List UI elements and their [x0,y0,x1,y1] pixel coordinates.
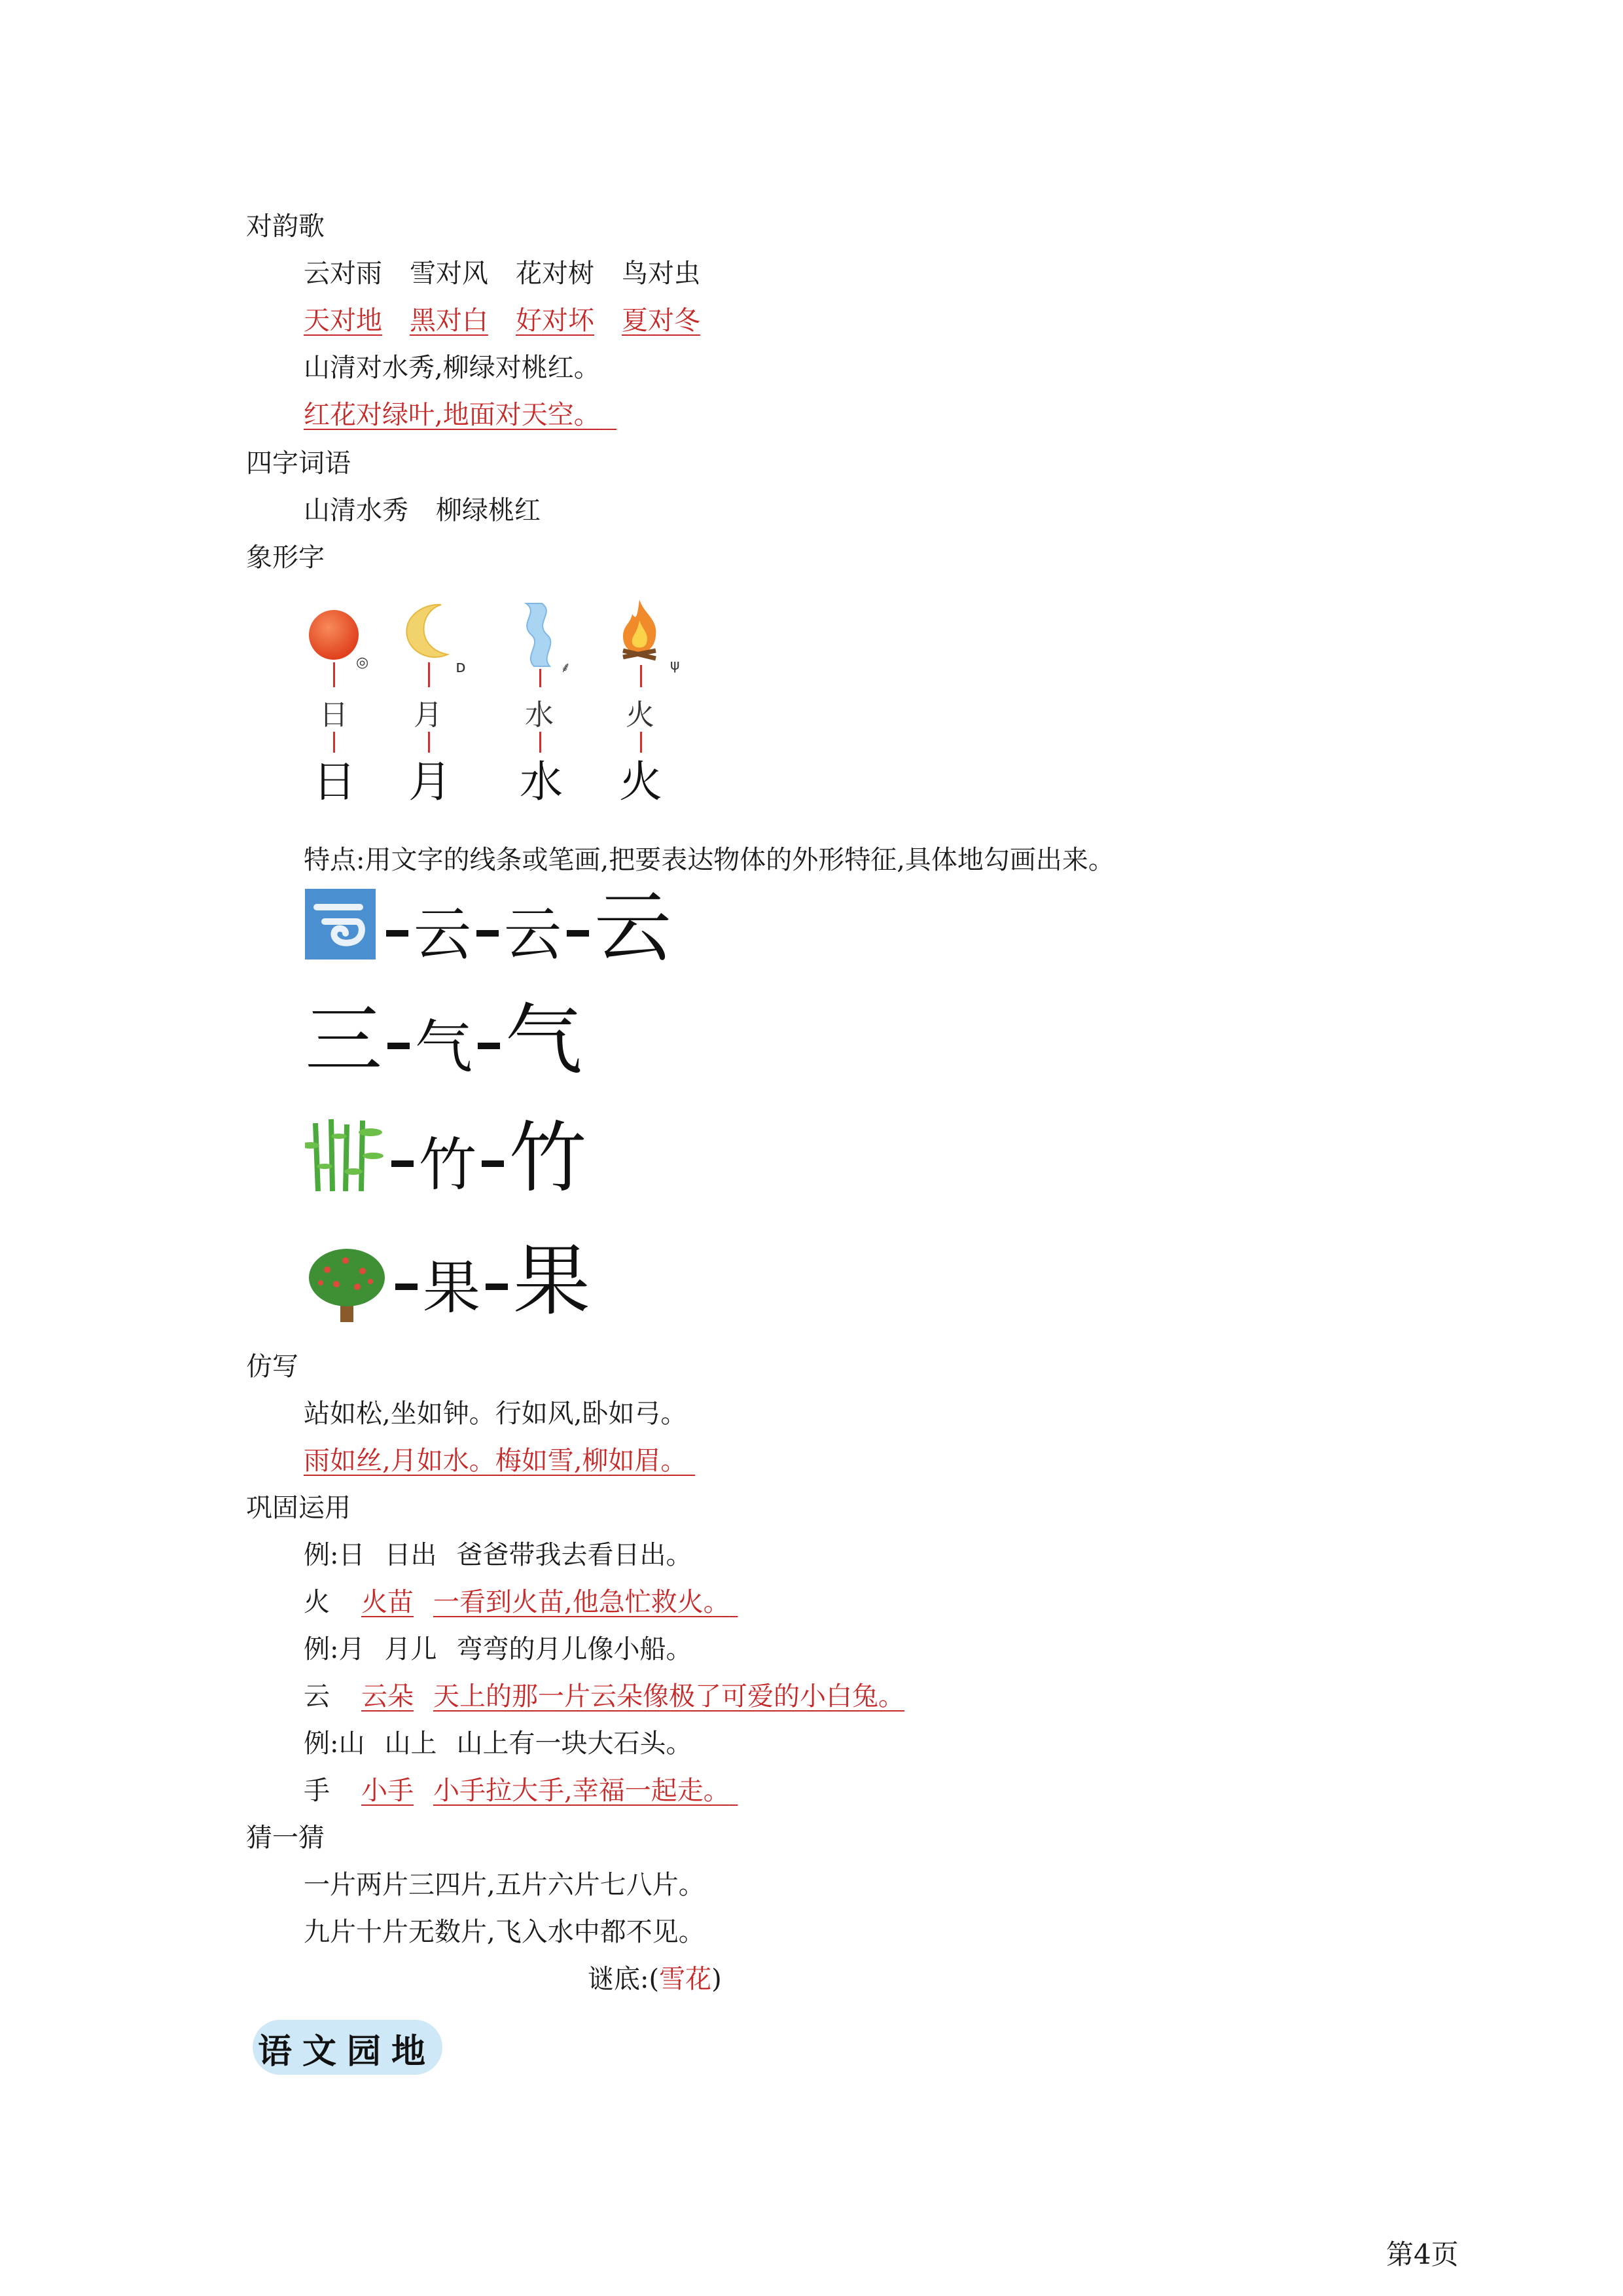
evolution-step: 果 [513,1236,591,1326]
practice-word: 山上 [384,1729,437,1759]
practice-sentence: 山上有一块大石头。 [456,1729,692,1759]
practice-row [304,1681,904,1712]
cloud-picture-icon [305,889,376,960]
practice-word: 月儿 [384,1634,437,1664]
seal-small-fire: ψ [670,657,680,673]
couplet-word: 云对雨 [304,259,382,289]
answer-word: 黑对白 [410,306,488,336]
couplet-line-4-answer [304,399,616,431]
practice-char: 手 [304,1776,330,1806]
sun-icon [308,609,360,661]
couplet-word: 花对树 [516,259,594,289]
heading-four-char-words: 四字词语 [246,448,351,478]
answer-line: 红花对绿叶,地面对天空。 [304,400,600,430]
fire-icon [615,597,664,662]
riddle-line-1: 一片两片三四片,五片六片七八片。 [304,1870,705,1900]
couplet-word: 雪对风 [410,259,488,289]
heading-consolidate: 巩固运用 [246,1493,351,1523]
evolution-step: 云 [414,901,472,968]
practice-row [304,1728,692,1759]
riddle-answer [588,1964,722,1995]
practice-word-answer: 火苗 [361,1587,414,1617]
water-icon [517,601,560,669]
char-ri: 日 [313,757,356,807]
seal-small-moon: ᴅ [455,657,466,677]
practice-word: 日出 [384,1540,437,1570]
seal-small-sun: ◎ [356,655,369,671]
practice-sentence-answer: 天上的那一片云朵像极了可爱的小白兔。 [433,1681,904,1712]
riddle-answer-prefix: 谜底:( [588,1964,660,1994]
moon-icon [401,601,459,661]
evolution-step: 气 [415,1013,473,1081]
seal-form-ri: 日 [319,698,348,732]
couplet-row-2-answers [304,305,700,336]
answer-word: 天对地 [304,306,382,336]
couplet-row-1 [304,258,700,289]
answer-word: 夏对冬 [622,306,700,336]
riddle-answer-value: 雪花 [659,1964,712,1994]
practice-char: 云 [304,1681,330,1712]
imitate-example: 站如松,坐如钟。行如风,卧如弓。 [304,1399,687,1429]
evolution-step: 云 [594,882,672,973]
idiom: 柳绿桃红 [436,495,541,526]
evolution-step: 三 [305,995,383,1085]
practice-row [304,1775,738,1806]
evolution-step: 竹 [419,1131,477,1198]
pictograph-feature: 特点:用文字的线条或笔画,把要表达物体的外形特征,具体地勾画出来。 [304,845,1115,875]
practice-char: 例:日 [304,1540,365,1570]
chinese-garden-title: 语文园地 [258,2032,437,2072]
evolution-step: 气 [505,995,583,1085]
practice-word-answer: 云朵 [361,1681,414,1712]
practice-row [304,1587,738,1618]
heading-pictograph: 象形字 [246,543,325,573]
evolution-step: 果 [423,1254,481,1321]
evolution-step: 竹 [509,1113,587,1203]
practice-row [304,1539,692,1571]
char-yue: 月 [408,757,452,807]
practice-sentence: 爸爸带我去看日出。 [456,1540,692,1570]
page-number: 第4页 [1386,2238,1459,2270]
heading-imitate: 仿写 [246,1352,298,1382]
char-huo: 火 [619,757,662,807]
char-shui: 水 [520,757,563,807]
practice-sentence: 弯弯的月儿像小船。 [456,1634,692,1664]
bamboo-picture-icon [305,1117,383,1194]
fruit-tree-picture-icon [305,1241,389,1325]
seal-form-yue: 月 [414,698,442,732]
imitate-answer [304,1445,695,1477]
four-char-words [304,495,541,526]
answer-line: 雨如丝,月如水。梅如雪,柳如眉。 [304,1446,687,1476]
heading-riddle: 猜一猜 [246,1823,325,1853]
practice-row [304,1634,692,1665]
practice-sentence-answer: 小手拉大手,幸福一起走。 [433,1776,730,1806]
evolution-step: 云 [504,901,562,968]
practice-word-answer: 小手 [361,1776,414,1806]
answer-word: 好对坏 [516,306,594,336]
practice-char: 例:山 [304,1729,365,1759]
couplet-line-3: 山清对水秀,柳绿对桃红。 [304,353,600,383]
heading-duiyunge: 对韵歌 [246,211,325,242]
chinese-garden-badge [253,2017,449,2077]
couplet-word: 鸟对虫 [622,259,700,289]
seal-form-shui: 水 [525,698,554,732]
practice-char: 火 [304,1587,330,1617]
riddle-line-2: 九片十片无数片,飞入水中都不见。 [304,1917,705,1947]
practice-sentence-answer: 一看到火苗,他急忙救火。 [433,1587,730,1617]
seal-form-huo: 火 [626,698,654,732]
idiom: 山清水秀 [304,495,408,526]
practice-char: 例:月 [304,1634,365,1664]
riddle-answer-suffix: ) [711,1964,722,1994]
seal-small-water: ⸙ [560,660,571,676]
